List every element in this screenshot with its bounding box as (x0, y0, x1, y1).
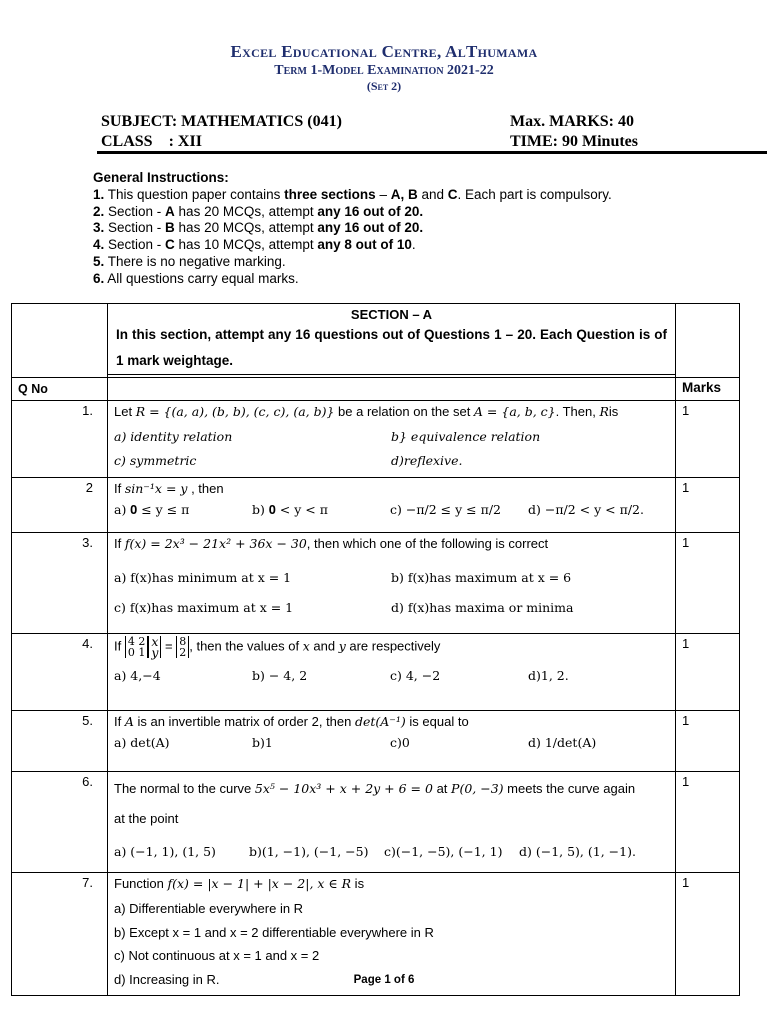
page-footer: Page 1 of 6 (353, 974, 415, 986)
option: b)(1, −1), (−1, −5) (249, 844, 369, 859)
instructions-list (93, 187, 612, 288)
instruction-text: has 20 MCQs, attempt (174, 203, 318, 219)
options (114, 502, 669, 518)
stem-math: det(A⁻¹) (354, 714, 406, 729)
options (114, 668, 669, 683)
question-number: 7. (12, 873, 108, 996)
instruction-text: any 8 out of 10 (317, 237, 412, 253)
option: a) (−1, 1), (1, 5) (114, 844, 216, 859)
stem-math: f(x) = |x − 1| + |x − 2|, x ∈ R (167, 876, 352, 891)
questions-table (11, 303, 740, 996)
question-text-cell (108, 634, 676, 711)
instruction-text: A (165, 203, 175, 219)
option: a) 4,−4 (114, 668, 161, 683)
question-stem (114, 713, 669, 731)
options (114, 735, 669, 750)
stem-text: are respectively (345, 638, 441, 654)
instruction-item (93, 204, 612, 221)
question-text-cell (108, 401, 676, 478)
option: c)0 (390, 735, 410, 750)
option: d) (−1, 5), (1, −1). (519, 844, 636, 859)
options (114, 563, 669, 623)
question-row (12, 401, 740, 478)
stem-text: . Then, (555, 404, 600, 419)
option: c) 4, −2 (390, 668, 441, 683)
question-stem (114, 774, 669, 834)
stem-math: R = {(a, a), (b, b), (c, c), (a, b)} (135, 404, 335, 419)
equals-sign: = (161, 638, 177, 654)
stem-text: Let (114, 404, 136, 419)
instruction-text: There is no negative marking. (104, 253, 286, 269)
question-number: 4. (12, 634, 108, 711)
option: d) −π/2 < y < π/2. (528, 502, 644, 517)
instruction-text: C (165, 237, 175, 253)
question-marks: 1 (676, 401, 740, 478)
option: a) Differentiable everywhere in R (114, 901, 304, 916)
stem-text: is an invertible matrix of order 2, then (133, 714, 355, 729)
option: d)1, 2. (528, 668, 569, 683)
header-rule (97, 151, 767, 154)
question-row (12, 478, 740, 533)
option: d) 1/det(A) (528, 735, 597, 750)
option: d) Increasing in R. (114, 971, 220, 987)
question-text-cell (108, 772, 676, 873)
instruction-item (93, 254, 612, 271)
stem-math: A = {a, b, c} (473, 404, 556, 419)
stem-math: y (338, 638, 346, 654)
matrix-var: y (151, 645, 159, 660)
question-marks: 1 (676, 478, 740, 533)
options-row (114, 425, 669, 449)
section-title: SECTION – A (350, 307, 433, 322)
option: b)1 (252, 735, 273, 750)
question-stem (114, 403, 669, 421)
questions-body (12, 401, 740, 996)
matrix-vars (148, 636, 161, 658)
instruction-text: This question paper contains (104, 186, 285, 202)
instruction-text: and (417, 186, 448, 202)
section-info: In this section, attempt any 16 questions out of Questions 1 – 20. Each Question is of 1 mark weightage. (116, 327, 667, 368)
stem-text: at (432, 781, 452, 796)
instruction-text: Section - (104, 220, 166, 236)
time-label: TIME: 90 Minutes (510, 133, 638, 150)
instruction-text: B (165, 220, 175, 236)
question-marks: 1 (676, 634, 740, 711)
stem-math: x (302, 638, 310, 654)
stem-math: A (124, 714, 134, 729)
option: a) identity relation (114, 429, 233, 444)
option: b) f(x)has maximum at x = 6 (391, 570, 572, 585)
option: c) f(x)has maximum at x = 1 (114, 600, 294, 615)
matrix-var: x (151, 634, 159, 649)
stem-text: is (608, 404, 619, 419)
options-row (114, 844, 669, 859)
instruction-text: – (375, 186, 391, 202)
marks-header-blank (676, 304, 740, 378)
instruction-text: any 16 out of 20. (317, 203, 424, 219)
instruction-item (93, 220, 612, 237)
options-row (114, 502, 669, 518)
stem-text: at the point (114, 811, 179, 826)
question-row (12, 711, 740, 772)
stem-text: If (114, 536, 125, 551)
option: d) f(x)has maxima or minima (391, 600, 574, 615)
question-number: 5. (12, 711, 108, 772)
stem-text: is (351, 876, 365, 891)
options-row (114, 593, 669, 623)
stem-text: The normal to the curve (114, 781, 255, 796)
option: b} equivalence relation (391, 429, 541, 444)
question-marks: 1 (676, 533, 740, 634)
question-stem (114, 875, 669, 893)
school-name: Excel Educational Centre, AlThumama (230, 42, 538, 61)
instruction-text: . Each part is compulsory. (457, 186, 612, 202)
instruction-text: All questions carry equal marks. (104, 270, 299, 286)
col-blank (108, 378, 676, 401)
stem-math: R (599, 404, 609, 419)
matrix-row: 4 2 (127, 635, 146, 648)
instruction-text: has 10 MCQs, attempt (174, 237, 318, 253)
instruction-text: Section - (104, 203, 166, 219)
question-number: 3. (12, 533, 108, 634)
matrix-result (176, 636, 189, 658)
stem-text: , then (187, 481, 224, 496)
options-row (114, 668, 669, 683)
options (114, 425, 669, 473)
matrix-row: 0 1 (127, 646, 146, 659)
instruction-item (93, 187, 612, 204)
option: d)reflexive. (391, 453, 463, 468)
question-stem (114, 535, 669, 553)
options-row (114, 449, 669, 473)
option: c) symmetric (114, 453, 197, 468)
instruction-number: 2. (93, 203, 105, 219)
stem-text: be a relation on the set (334, 404, 474, 419)
stem-text: and (309, 638, 339, 654)
col-marks: Marks (676, 378, 740, 401)
question-row (12, 533, 740, 634)
instruction-number: 3. (93, 220, 105, 236)
instruction-text: . (411, 237, 416, 253)
corner-cell (12, 304, 108, 378)
general-instructions (93, 170, 612, 288)
exam-title: Term 1-Model Examination 2021-22 (274, 63, 494, 78)
options (114, 844, 669, 859)
options-row (114, 735, 669, 750)
stem-text: If (114, 481, 125, 496)
max-marks-label: Max. MARKS: 40 (510, 113, 634, 130)
exam-set: (Set 2) (366, 79, 402, 93)
instruction-text: has 20 MCQs, attempt (174, 220, 318, 236)
instructions-heading: General Instructions: (93, 170, 229, 185)
col-qno: Q No (12, 378, 108, 401)
stem-text: If (114, 714, 125, 729)
stem-text: , then which one of the following is correct (306, 536, 549, 551)
question-stem (114, 480, 669, 498)
option: c) −π/2 ≤ y ≤ π/2 (390, 502, 501, 517)
stem-math: P(0, −3) (451, 781, 504, 796)
option: b) − 4, 2 (252, 668, 308, 683)
matrix-a (125, 636, 149, 658)
matrix-entry: 2 (179, 646, 187, 659)
matrix-entry: 8 (179, 635, 187, 648)
question-number: 2 (12, 478, 108, 533)
options-row (114, 563, 669, 593)
subject-label: SUBJECT: MATHEMATICS (041) (101, 113, 342, 130)
instruction-number: 4. (93, 237, 105, 253)
class-label: CLASS : XII (101, 133, 202, 150)
instruction-number: 1. (93, 186, 105, 202)
question-row (12, 772, 740, 873)
option: b) 𝟎 < y < π (252, 502, 328, 517)
question-row (12, 634, 740, 711)
question-marks: 1 (676, 711, 740, 772)
stem-text: meets the curve again (503, 781, 636, 796)
option: a) f(x)has minimum at x = 1 (114, 570, 292, 585)
instruction-number: 6. (93, 270, 105, 286)
instruction-item (93, 271, 612, 288)
stem-text: If (114, 638, 125, 654)
instruction-text: Section - (104, 237, 166, 253)
stem-text: Function (114, 876, 168, 891)
instruction-text: C (447, 186, 458, 202)
instruction-text: three sections (284, 186, 376, 202)
option: b) Except x = 1 and x = 2 differentiable everywhere in R (114, 924, 434, 940)
question-text-cell (108, 711, 676, 772)
option: c) Not continuous at x = 1 and x = 2 (114, 948, 320, 963)
stem-math: sin⁻¹x = y (124, 481, 188, 496)
instruction-text: A, B (390, 186, 418, 202)
stem-text: is equal to (405, 714, 469, 729)
instruction-text: any 16 out of 20. (317, 220, 424, 236)
instruction-item (93, 237, 612, 254)
instruction-number: 5. (93, 253, 105, 269)
stem-text: , then the values of (189, 638, 303, 654)
stem-math: f(x) = 2x³ − 21x² + 36x − 30 (124, 536, 307, 551)
question-text-cell (108, 478, 676, 533)
option: a) det(A) (114, 735, 170, 750)
question-text-cell (108, 533, 676, 634)
stem-math: 5x⁵ − 10x³ + x + 2y + 6 = 0 (254, 781, 433, 796)
question-number: 6. (12, 772, 108, 873)
option: a) 𝟎 ≤ y ≤ π (114, 502, 190, 517)
question-marks: 1 (676, 772, 740, 873)
question-marks: 1 (676, 873, 740, 996)
question-number: 1. (12, 401, 108, 478)
question-stem (114, 636, 669, 658)
option: c)(−1, −5), (−1, 1) (384, 844, 503, 859)
